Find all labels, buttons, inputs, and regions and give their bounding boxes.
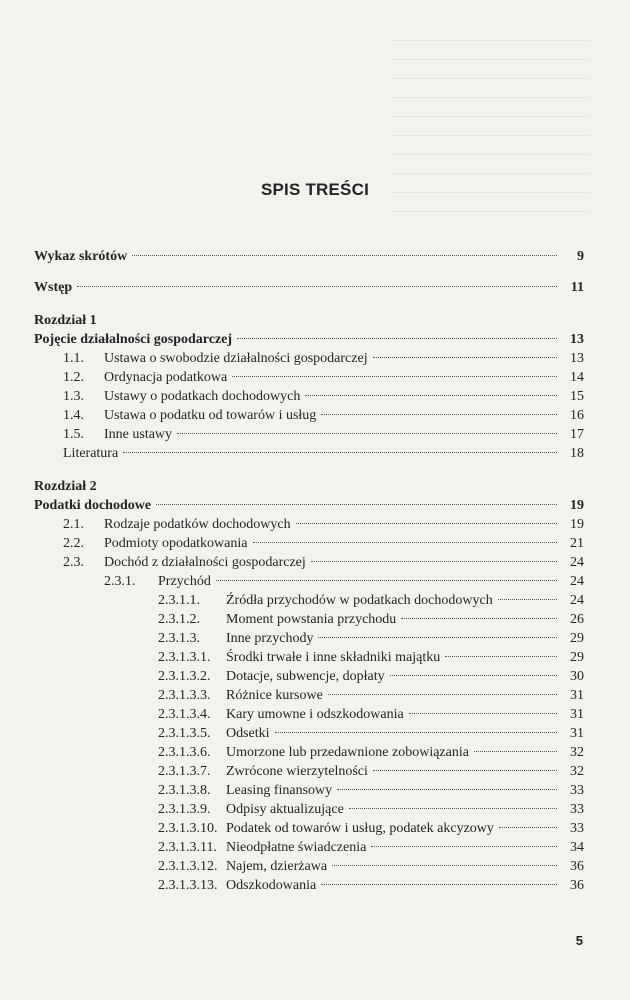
toc-entry-text: Dotacje, subwencje, dopłaty [226, 669, 385, 684]
toc-entry-text: Rodzaje podatków dochodowych [104, 517, 291, 532]
toc-entry-text: Różnice kursowe [226, 688, 323, 703]
toc-entry-page: 21 [570, 536, 584, 551]
toc-entry [34, 648, 584, 667]
toc-entry-page: 19 [570, 517, 584, 532]
toc-entry-number: 2.3.1.3. [158, 631, 200, 646]
toc-entry [34, 686, 584, 705]
toc-entry-number: 1.5. [63, 427, 84, 442]
toc-entry-number: 2.2. [63, 536, 84, 551]
toc-entry-page: 31 [570, 688, 584, 703]
dot-leader [373, 770, 557, 771]
toc-entry-page: 19 [570, 498, 584, 513]
dot-leader [498, 599, 557, 600]
toc-entry-number: 2.3.1.3.3. [158, 688, 211, 703]
toc-entry [34, 425, 584, 444]
toc-entry-page: 24 [570, 574, 584, 589]
toc-entry [34, 629, 584, 648]
dot-leader [409, 713, 557, 714]
dot-leader [253, 542, 558, 543]
toc-entry-number: 2.3. [63, 555, 84, 570]
dot-leader [177, 433, 557, 434]
dot-leader [77, 286, 557, 287]
toc-entry-number: 2.3.1.3.7. [158, 764, 211, 779]
toc-entry-page: 9 [577, 249, 584, 264]
dot-leader [474, 751, 557, 752]
toc-entry-text: Ustawa o podatku od towarów i usług [104, 408, 317, 423]
dot-leader [275, 732, 557, 733]
chapter-1-entries [34, 349, 584, 463]
toc-entry-text: Podatek od towarów i usług, podatek akcyzowy [226, 821, 494, 836]
chapter-2-entries [34, 515, 584, 895]
chapter-1-label: Rozdział 1 [34, 313, 97, 328]
dot-leader [373, 357, 557, 358]
toc-entry-text: Nieodpłatne świadczenia [226, 840, 367, 855]
dot-leader [132, 255, 557, 256]
dot-leader [499, 827, 557, 828]
toc-entry-page: 29 [570, 631, 584, 646]
toc-entry-page: 14 [570, 370, 584, 385]
toc-entry-text: Środki trwałe i inne składniki majątku [226, 650, 441, 665]
toc-entry-page: 31 [570, 707, 584, 722]
toc-entry-number: 1.1. [63, 351, 84, 366]
toc-entry-number: 2.3.1.3.5. [158, 726, 211, 741]
toc-entry [34, 800, 584, 819]
toc-entry-text: Odszkodowania [226, 878, 317, 893]
toc-entry [34, 610, 584, 629]
dot-leader [232, 376, 557, 377]
toc-entry-page: 24 [570, 555, 584, 570]
dot-leader [305, 395, 557, 396]
toc-entry [34, 553, 584, 572]
toc-entry-text: Leasing finansowy [226, 783, 333, 798]
toc-entry-text: Ordynacja podatkowa [104, 370, 228, 385]
toc-entry-text: Dochód z działalności gospodarczej [104, 555, 306, 570]
toc-entry-text: Moment powstania przychodu [226, 612, 397, 627]
toc-entry-page: 13 [570, 332, 584, 347]
toc-entry [34, 444, 584, 463]
toc-entry [34, 349, 584, 368]
toc-entry-number: 2.3.1.3.6. [158, 745, 211, 760]
chapter-2-heading [34, 496, 584, 515]
toc-entry-page: 15 [570, 389, 584, 404]
dot-leader [390, 675, 557, 676]
dot-leader [328, 694, 557, 695]
toc-entry-text: Źródła przychodów w podatkach dochodowych [226, 593, 493, 608]
toc-entry-text: Podatki dochodowe [34, 498, 152, 513]
dot-leader [237, 338, 557, 339]
toc-entry [34, 667, 584, 686]
dot-leader [349, 808, 557, 809]
toc-entry-page: 17 [570, 427, 584, 442]
dot-leader [371, 846, 557, 847]
toc-entry [34, 406, 584, 425]
toc-entry-text: Inne ustawy [104, 427, 173, 442]
toc-entry [34, 838, 584, 857]
toc-entry-abbreviations [34, 247, 584, 266]
toc-entry-text: Ustawa o swobodzie działalności gospodarczej [104, 351, 368, 366]
toc-entry-text: Odsetki [226, 726, 270, 741]
toc-entry-number: 2.3.1.3.4. [158, 707, 211, 722]
dot-leader [445, 656, 557, 657]
toc-entry-page: 30 [570, 669, 584, 684]
dot-leader [156, 504, 557, 505]
toc-entry-number: 2.3.1.2. [158, 612, 200, 627]
toc-entry-page: 24 [570, 593, 584, 608]
toc-entry-number: 2.3.1.3.10. [158, 821, 218, 836]
dot-leader [321, 884, 557, 885]
dot-leader [401, 618, 557, 619]
toc-entry-text: Ustawy o podatkach dochodowych [104, 389, 301, 404]
dot-leader [337, 789, 557, 790]
toc-entry [34, 368, 584, 387]
toc-entry-text: Przychód [158, 574, 211, 589]
toc-entry-number: 2.3.1.3.2. [158, 669, 211, 684]
dot-leader [318, 637, 557, 638]
toc-entry-number: 2.1. [63, 517, 84, 532]
toc-entry-number: 1.2. [63, 370, 84, 385]
toc-entry-number: 2.3.1.3.13. [158, 878, 218, 893]
page-title: SPIS TREŚCI [260, 180, 369, 199]
toc-entry [34, 762, 584, 781]
toc-entry [34, 724, 584, 743]
toc-entry-text: Zwrócone wierzytelności [226, 764, 368, 779]
toc-entry [34, 515, 584, 534]
toc-entry-number: 1.3. [63, 389, 84, 404]
toc-entry-introduction [34, 278, 584, 297]
toc-entry-text: Umorzone lub przedawnione zobowiązania [226, 745, 469, 760]
toc-entry [34, 705, 584, 724]
toc-entry-page: 33 [570, 802, 584, 817]
toc-entry [34, 743, 584, 762]
dot-leader [332, 865, 557, 866]
toc-entry-page: 18 [570, 446, 584, 461]
table-of-contents [34, 247, 584, 895]
toc-entry-page: 32 [570, 764, 584, 779]
dot-leader [123, 452, 557, 453]
toc-entry-number: 2.3.1.3.1. [158, 650, 211, 665]
toc-entry-page: 36 [570, 878, 584, 893]
toc-entry-number: 2.3.1. [104, 574, 136, 589]
toc-entry-number: 2.3.1.3.11. [158, 840, 217, 855]
toc-entry [34, 534, 584, 553]
toc-entry-page: 33 [570, 821, 584, 836]
chapter-2-label: Rozdział 2 [34, 479, 97, 494]
dot-leader [216, 580, 557, 581]
bleed-through-shadow [390, 40, 590, 230]
toc-entry [34, 876, 584, 895]
toc-entry-page: 26 [570, 612, 584, 627]
toc-entry-text: Pojęcie działalności gospodarczej [34, 332, 233, 347]
toc-entry-text: Podmioty opodatkowania [104, 536, 248, 551]
toc-entry-page: 33 [570, 783, 584, 798]
page-number: 5 [575, 933, 583, 948]
toc-entry-page: 13 [570, 351, 584, 366]
toc-entry-text: Wstęp [34, 280, 73, 295]
toc-entry [34, 857, 584, 876]
toc-entry-number: 2.3.1.3.12. [158, 859, 218, 874]
toc-entry [34, 572, 584, 591]
toc-entry-text: Literatura [63, 446, 119, 461]
toc-entry-number: 2.3.1.3.9. [158, 802, 211, 817]
toc-entry-page: 29 [570, 650, 584, 665]
toc-entry-text: Inne przychody [226, 631, 314, 646]
chapter-1-heading [34, 330, 584, 349]
toc-entry [34, 781, 584, 800]
toc-entry [34, 819, 584, 838]
toc-entry-number: 2.3.1.3.8. [158, 783, 211, 798]
dot-leader [311, 561, 557, 562]
toc-entry-number: 1.4. [63, 408, 84, 423]
toc-entry-page: 34 [570, 840, 584, 855]
toc-entry-page: 11 [570, 280, 584, 295]
toc-entry [34, 387, 584, 406]
toc-entry-page: 16 [570, 408, 584, 423]
toc-entry-page: 31 [570, 726, 584, 741]
toc-entry [34, 591, 584, 610]
toc-entry-text: Wykaz skrótów [34, 249, 128, 264]
dot-leader [321, 414, 557, 415]
dot-leader [296, 523, 557, 524]
toc-entry-number: 2.3.1.1. [158, 593, 200, 608]
toc-entry-text: Odpisy aktualizujące [226, 802, 344, 817]
toc-entry-text: Kary umowne i odszkodowania [226, 707, 404, 722]
toc-entry-page: 32 [570, 745, 584, 760]
toc-entry-text: Najem, dzierżawa [226, 859, 328, 874]
toc-entry-page: 36 [570, 859, 584, 874]
